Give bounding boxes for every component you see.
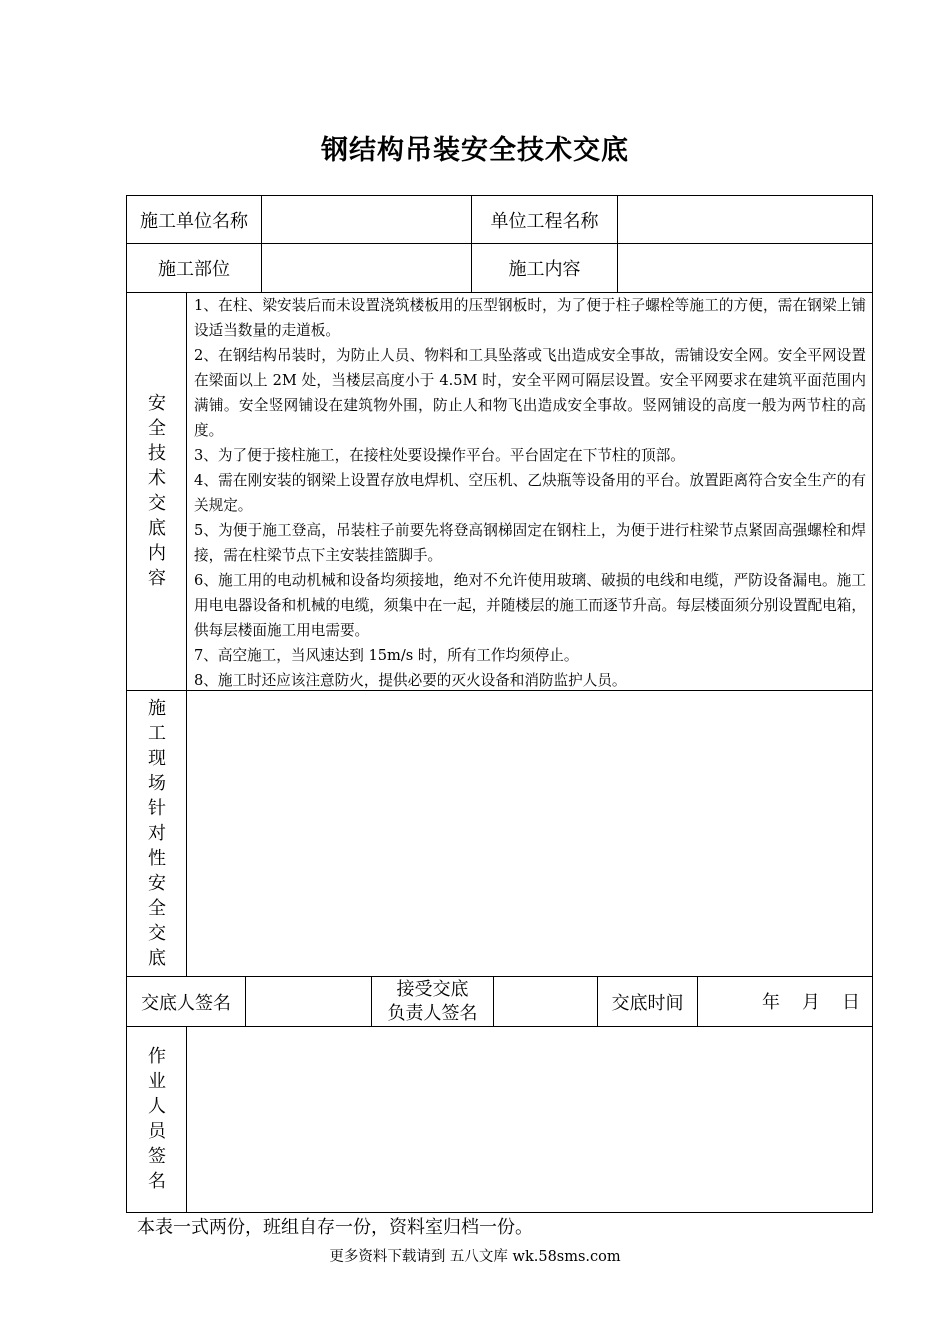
project-name-field[interactable] (617, 195, 873, 244)
workers-label: 作业人员签名 (148, 1046, 166, 1192)
site-content-field[interactable] (186, 690, 873, 977)
safety-item: 2、在钢结构吊装时，为防止人员、物料和工具坠落或飞出造成安全事故，需铺设安全网。安全平网设置在梁面以上 2M 处，当楼层高度小于 4.5M 时，安全平网可隔层设置。安全平网要求在建筑平面范围内满铺。安全竖网铺设在建筑物外围，防止人和物飞出造成安全事故。竖网铺设的高度一般为两节柱的高度。 (194, 347, 866, 439)
receiver-label-cell (371, 976, 494, 1027)
project-name-label: 单位工程名称 (490, 210, 599, 232)
safety-content (194, 293, 866, 693)
time-label-cell (597, 976, 698, 1027)
part-label-cell (126, 243, 262, 293)
part-label: 施工部位 (158, 259, 230, 280)
workers-signature-field[interactable] (186, 1026, 873, 1213)
document-title: 钢结构吊装安全技术交底 (321, 135, 629, 166)
content-label-cell (471, 243, 618, 293)
safety-item: 6、施工用的电动机械和设备均须接地，绝对不允许使用玻璃、破损的电线和电缆，严防设备漏电。施工用电电器设备和机械的电缆，须集中在一起，并随楼层的施工而逐节升高。每层楼面须分别设置配电箱，供每层楼面施工用电需要。 (194, 572, 866, 639)
date-units (762, 988, 860, 1014)
receiver-label-line2: 负责人签名 (387, 1002, 478, 1024)
unit-name-label: 施工单位名称 (140, 210, 248, 232)
safety-item: 8、施工时还应该注意防火，提供必要的灭火设备和消防监护人员。 (194, 672, 627, 689)
discloser-signature-field[interactable] (245, 976, 372, 1027)
year-unit: 年 (762, 992, 780, 1013)
safety-item: 4、需在刚安装的钢梁上设置存放电焊机、空压机、乙炔瓶等设备用的平台。放置距离符合安全生产的有关规定。 (194, 472, 866, 514)
safety-label: 安全技术交底内容 (148, 393, 166, 589)
unit-name-field[interactable] (261, 195, 472, 244)
day-unit: 日 (842, 992, 860, 1013)
receiver-label-line1: 接受交底 (396, 978, 469, 1000)
copies-note: 本表一式两份，班组自存一份，资料室归档一份。 (137, 1217, 533, 1238)
content-field[interactable] (617, 243, 873, 293)
safety-item: 7、高空施工，当风速达到 15m/s 时，所有工作均须停止。 (194, 647, 579, 664)
safety-item: 5、为便于施工登高，吊装柱子前要先将登高钢梯固定在钢柱上，为便于进行柱梁节点紧固高强螺栓和焊接，需在柱梁节点下主安装挂篮脚手。 (194, 522, 866, 564)
time-label: 交底时间 (611, 992, 684, 1014)
project-name-label-cell (471, 195, 618, 244)
discloser-label: 交底人签名 (141, 992, 231, 1014)
safety-item: 3、为了便于接柱施工，在接柱处要设操作平台。平台固定在下节柱的顶部。 (194, 447, 685, 464)
footer-link[interactable]: 更多资料下载请到 五八文库 wk.58sms.com (329, 1249, 621, 1265)
discloser-label-cell (126, 976, 246, 1027)
unit-name-label-cell (126, 195, 262, 244)
content-label: 施工内容 (508, 259, 581, 280)
receiver-signature-field[interactable] (493, 976, 598, 1027)
part-field[interactable] (261, 243, 472, 293)
month-unit: 月 (802, 992, 820, 1013)
site-label: 施工现场针对性安全交底 (148, 698, 166, 969)
safety-item: 1、在柱、梁安装后而未设置浇筑楼板用的压型钢板时，为了便于柱子螺栓等施工的方便，需在钢梁上铺设适当数量的走道板。 (194, 297, 866, 339)
